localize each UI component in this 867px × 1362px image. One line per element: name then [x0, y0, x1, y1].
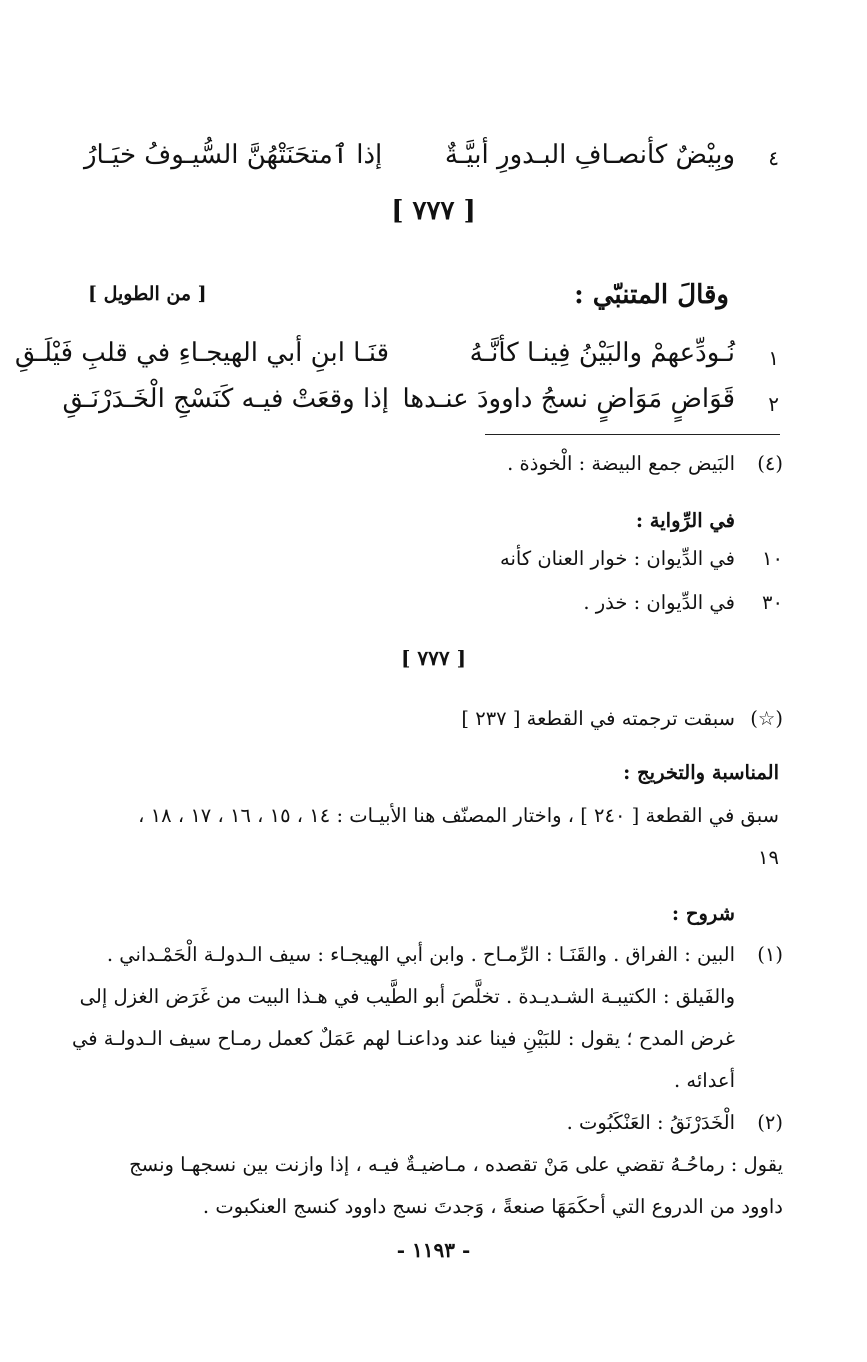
poem-speaker: وقالَ المتنبّي :	[574, 280, 729, 310]
sharh-line: الْخَدَرْنَقُ : العَنْكَبُوت .	[566, 1111, 735, 1134]
riwaya-label: ١٠	[762, 547, 783, 570]
verse-number: ٤	[768, 146, 779, 170]
star-note-text: سبقت ترجمته في القطعة [ ٢٣٧ ]	[461, 707, 735, 730]
verse-number: ١	[768, 346, 779, 370]
footnote-divider	[485, 434, 780, 435]
notes-section-header: [ ٧٧٧ ]	[400, 646, 467, 670]
takhrij-line: ١٩	[758, 846, 779, 869]
riwaya-text: في الدِّيوان : خوار العنان كأنه	[500, 547, 735, 570]
verse-second-hemistich: إذا وقعَتْ فيـه كَنَسْجِ الْخَـدَرْنَـقِ	[62, 384, 389, 414]
riwaya-text: في الدِّيوان : خذر .	[583, 591, 735, 614]
sharh-line: يقول : رماحُـهُ تقضي على مَنْ تقصده ، مـاضيـةٌ فيـه ، إذا وازنت بين نسجهـا ونسج	[129, 1153, 783, 1176]
sharh-line: البين : الفراق . والقَنَـا : الرِّمـاح . وابن أبي الهيجـاء : سيف الـدولـة الْحَمْـداني .	[106, 943, 735, 966]
note-text: البَيض جمع البيضة : الْخوذة .	[507, 452, 735, 475]
sharh-label: (١)	[757, 943, 783, 966]
verse-first-hemistich: قَوَاضٍ مَوَاضٍ نسجُ داوودَ عنـدها	[402, 384, 735, 414]
poem-meter: [ من الطويل ]	[88, 283, 207, 305]
section-header: [ ٧٧٧ ]	[391, 196, 476, 226]
sharh-line: داوود من الدروع التي أحكَمَهَا صنعةً ، وَجدتَ نسج داوود كنسج العنكبوت .	[202, 1195, 783, 1218]
sharh-line: أعدائه .	[674, 1069, 735, 1092]
verse-second-hemistich: قنَـا ابنِ أبي الهيجـاءِ في قلبِ فَيْلَـقِ	[14, 338, 389, 368]
riwaya-title: في الرِّواية :	[635, 509, 735, 532]
verse-first-hemistich: نُـودِّعهمْ والبَيْنُ فِينـا كأنَّـهُ	[469, 338, 735, 368]
star-label: (☆)	[750, 707, 783, 730]
verse-second-hemistich: إذا ٱمتحَنَتْهُنَّ السُّيـوفُ خيَـارُ	[84, 140, 383, 170]
takhrij-line: سبق في القطعة [ ٢٤٠ ] ، واختار المصنّف هنا الأبيـات : ١٤ ، ١٥ ، ١٦ ، ١٧ ، ١٨ ،	[138, 804, 779, 827]
riwaya-label: ٣٠	[762, 591, 783, 614]
sharh-line: غرض المدح ؛ يقول : للبَيْنِ فينا عند وداعنـا لهم عَمَلٌ كعمل رمـاح سيف الـدولـة في	[72, 1027, 735, 1050]
sharh-label: (٢)	[757, 1111, 783, 1134]
verse-first-hemistich: وبِيْضٌ كأنصـافِ البـدورِ أبيَّـةٌ	[444, 140, 735, 170]
verse-number: ٢	[768, 392, 779, 416]
page-number: - ١١٩٣ -	[396, 1238, 471, 1262]
shuruh-title: شروح :	[671, 902, 735, 925]
sharh-line: والفَيلق : الكتيبـة الشـديـدة . تخلَّصَ أبو الطَّيب في هـذا البيت من غَرَض الغزل إلى	[79, 985, 735, 1008]
note-label: (٤)	[757, 452, 783, 475]
takhrij-title: المناسبة والتخريج :	[623, 761, 779, 784]
